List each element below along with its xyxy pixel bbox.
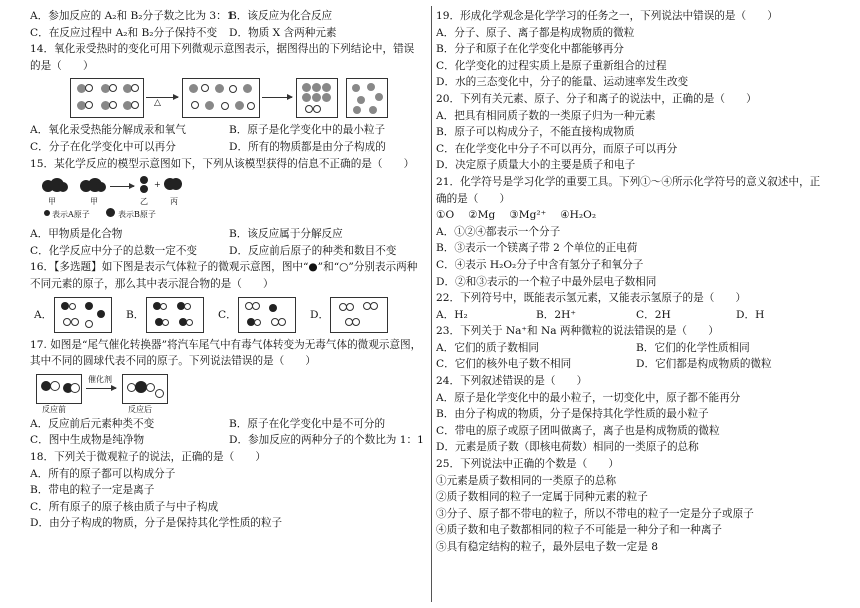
q25-stem: 25．下列说法中正确的个数是（ ） <box>436 458 619 471</box>
q18-option-c: C．所有原子的原子核由质子与中子构成 <box>30 500 219 513</box>
q20-option-a: A．把具有相同质子数的一类原子归为一种元素 <box>436 109 656 122</box>
q21-option-a: A．①②④都表示一个分子 <box>436 225 561 238</box>
q16-stem-1: 16．【多选题】如下图是表示气体粒子的微观示意图，图中“●”和“○”分别表示两种 <box>30 261 418 274</box>
q17-option-b: B．原子在化学变化中是不可分的 <box>229 417 386 430</box>
q13-option-c: C．在反应过程中 A₂和 B₂分子保持不变 <box>30 26 218 39</box>
q15-label-jia-2: 甲 <box>90 197 98 207</box>
q17-options-row-1 <box>30 416 428 433</box>
q15-legend-a: 表示A原子 <box>52 210 90 220</box>
q14-option-c: C．分子在化学变化中可以再分 <box>30 140 176 153</box>
q19-stem: 19．形成化学观念是化学学习的任务之一，下列说法中错误的是（ ） <box>436 10 778 22</box>
q16-option-b-box <box>146 297 204 333</box>
q18-option-d: D．由分子构成的物质，分子是保持其化学性质的粒子 <box>30 517 283 530</box>
q13-option-b: B．该反应为化合反应 <box>229 10 333 22</box>
q17-stem-1: 17. 如图是“尾气催化转换器”将汽车尾气中有毒气体转变为无毒气体的微观示意图， <box>30 338 422 351</box>
q16-option-a-box <box>54 297 112 333</box>
q17-before-box <box>36 374 82 404</box>
q13-option-a: A．参加反应的 A₂和 B₂分子数之比为 3：1 <box>30 10 234 22</box>
q14-options-row-1 <box>30 122 428 139</box>
q16-option-d-label: D． <box>310 308 330 321</box>
q23-stem: 23．下列关于 Na⁺和 Na 两种微粒的说法错误的是（ ） <box>436 325 719 338</box>
q23-option-a: A．它们的质子数相同 <box>436 341 539 354</box>
q20-option-c: C．在化学变化中分子不可以再分，而原子可以再分 <box>436 142 678 155</box>
q15-figure: + 甲 甲 乙 丙 表示A原子 表示B原子 <box>30 174 428 224</box>
q15-label-yi: 乙 <box>140 197 148 207</box>
q21-stem-1: 21．化学符号是学习化学的重要工具。下列①～④所示化学符号的意义叙述中，正 <box>436 175 821 188</box>
q23-option-d: D．它们都是构成物质的微粒 <box>636 358 772 371</box>
q15-option-a: A．甲物质是化合物 <box>30 228 123 241</box>
q24-option-d: D．元素是质子数（即核电荷数）相同的一类原子的总称 <box>436 441 699 454</box>
q21-stem-2: 确的是（ ） <box>436 192 511 205</box>
q19-option-b: B．分子和原子在化学变化中都能够再分 <box>436 43 624 56</box>
q25-item-5: ⑤具有稳定结构的粒子，最外层电子数一定是 8 <box>436 541 658 553</box>
q13-options-row-2 <box>30 25 428 42</box>
q17-figure <box>30 372 428 414</box>
q17-after-label: 反应后 <box>128 404 152 414</box>
q14-figure <box>30 76 428 120</box>
q16-stem-2: 不同元素的原子，那么其中表示混合物的是（ ） <box>30 277 274 290</box>
q16-option-a-label: A． <box>34 308 53 321</box>
q15-option-c: C．化学反应中分子的总数一定不变 <box>30 244 198 257</box>
q14-box-4 <box>346 78 388 118</box>
q23-option-b: B．它们的化学性质相同 <box>636 341 750 354</box>
q14-heat-symbol-1: △ <box>154 98 161 109</box>
q14-stem-1: 14．氧化汞受热时的变化可用下列微观示意图表示，据图得出的下列结论中，错误 <box>30 43 415 56</box>
q24-option-a: A．原子是化学变化中的最小粒子，一切变化中，原子都不能再分 <box>436 391 741 404</box>
q14-option-b: B．原子是化学变化中的最小粒子 <box>229 124 386 137</box>
q14-box-1 <box>70 78 144 118</box>
q25-item-4: ④质子数和电子数都相同的粒子不可能是一种分子和一种离子 <box>436 524 723 537</box>
q17-catalyst-label: 催化剂 <box>88 374 112 384</box>
q15-options-row-1 <box>30 226 428 243</box>
q21-option-c: C．④表示 H₂O₂分子中含有氢分子和氧分子 <box>436 258 644 271</box>
q23-option-c: C．它们的核外电子数不相同 <box>436 358 572 371</box>
q20-option-d: D．决定原子质量大小的主要是质子和电子 <box>436 159 636 172</box>
q24-option-b: B．由分子构成的物质，分子是保持其化学性质的最小粒子 <box>436 408 709 421</box>
q22-option-d: D．H <box>736 308 765 321</box>
q17-before-label: 反应前 <box>42 404 66 414</box>
q19-option-a: A．分子、原子、离子都是构成物质的微粒 <box>436 26 635 39</box>
q14-option-d: D．所有的物质都是由分子构成的 <box>229 140 386 153</box>
q14-option-a: A．氧化汞受热能分解成汞和氧气 <box>30 124 186 137</box>
q22-option-a: A．H₂ <box>436 308 468 321</box>
q22-options-row <box>436 307 836 324</box>
q14-stem-2: 的是（ ） <box>30 59 94 72</box>
q15-stem: 15．某化学反应的模型示意图如下，下列从该模型获得的信息不正确的是（ ） <box>30 157 415 170</box>
q18-stem: 18．下列关于微观粒子的说法，正确的是（ ） <box>30 450 266 463</box>
q17-arrow <box>86 388 116 389</box>
q18-option-b: B．带电的粒子一定是离子 <box>30 484 155 497</box>
q17-stem-2: 其中不同的圆球代表不同的原子。下列说法错误的是（ ） <box>30 355 317 368</box>
q17-option-c: C．图中生成物是纯净物 <box>30 434 145 447</box>
q19-option-c: C．化学变化的过程实质上是原子重新组合的过程 <box>436 59 667 72</box>
q13-options-row-1 <box>30 8 428 25</box>
q20-option-b: B．原子可以构成分子，不能直接构成物质 <box>436 126 635 139</box>
q17-option-a: A．反应前后元素种类不变 <box>30 417 155 430</box>
q21-option-d: D．②和③表示的一个粒子中最外层电子数相同 <box>436 275 657 288</box>
left-column <box>30 8 428 532</box>
q14-box-3 <box>296 78 338 118</box>
q14-box-2 <box>182 78 260 118</box>
q15-options-row-2 <box>30 243 428 260</box>
q16-option-c-label: C． <box>218 308 237 321</box>
q17-after-box <box>122 374 168 404</box>
q16-option-b-label: B． <box>126 308 145 321</box>
right-column <box>436 8 836 556</box>
q25-item-1: ①元素是质子数相同的一类原子的总称 <box>436 474 617 487</box>
q14-arrow-1 <box>146 97 178 98</box>
q22-option-b: B．2H⁺ <box>536 308 576 321</box>
column-divider <box>431 6 432 602</box>
q17-options-row-2 <box>30 432 428 449</box>
q21-option-b: B．③表示一个镁离子带 2 个单位的正电荷 <box>436 242 638 255</box>
q24-option-c: C．带电的原子或原子团叫做离子，离子也是构成物质的微粒 <box>436 424 720 437</box>
q22-option-c: C．2H <box>636 308 671 321</box>
q15-label-bing: 丙 <box>170 197 178 207</box>
q15-label-jia-1: 甲 <box>48 197 56 207</box>
q16-option-d-box <box>330 297 388 333</box>
q16-figure <box>30 295 428 335</box>
q23-options-row-2 <box>436 356 836 373</box>
q14-arrow-2 <box>262 97 292 98</box>
q24-stem: 24．下列叙述错误的是（ ） <box>436 375 588 388</box>
q25-item-2: ②质子数相同的粒子一定属于同种元素的粒子 <box>436 491 648 504</box>
q21-symbols: ①O ②Mg ③Mg²⁺ ④H₂O₂ <box>436 209 597 222</box>
q15-option-b: B．该反应属于分解反应 <box>229 228 343 241</box>
q16-option-c-box <box>238 297 296 333</box>
q20-stem: 20．下列有关元素、原子、分子和离子的说法中，正确的是（ ） <box>436 92 757 105</box>
q18-option-a: A．所有的原子都可以构成分子 <box>30 467 176 480</box>
q15-legend-b: 表示B原子 <box>118 210 156 220</box>
q17-option-d: D．参加反应的两种分子的个数比为 1：1 <box>229 434 424 447</box>
q14-options-row-2 <box>30 139 428 156</box>
q15-arrow <box>110 186 134 187</box>
q25-item-3: ③分子、原子都不带电的粒子，所以不带电的粒子一定是分子或原子 <box>436 507 754 520</box>
q19-option-d: D．水的三态变化中，分子的能量、运动速率发生改变 <box>436 76 689 89</box>
q23-options-row-1 <box>436 340 836 357</box>
q22-stem: 22．下列符号中，既能表示氢元素，又能表示氢原子的是（ ） <box>436 292 747 305</box>
q13-option-d: D．物质 X 含两种元素 <box>229 26 337 39</box>
q15-option-d: D．反应前后原子的种类和数目不变 <box>229 244 397 257</box>
